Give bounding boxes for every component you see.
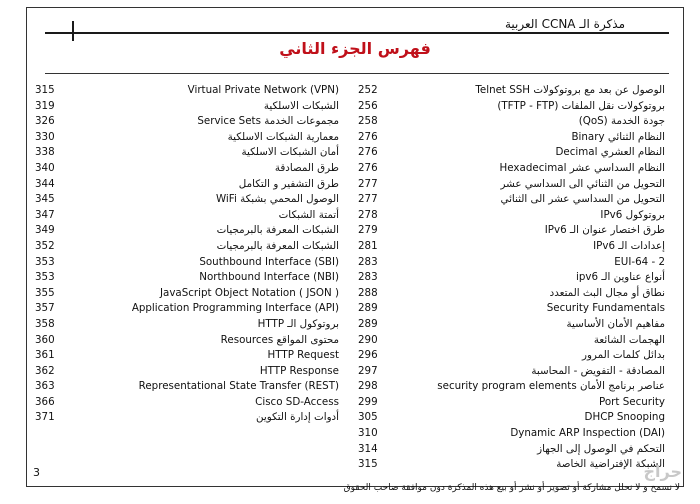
toc-entry-label: التحويل من الثنائي الى السداسي عشر	[500, 177, 665, 190]
toc-entry-label: مجموعات الخدمة Service Sets	[197, 115, 339, 128]
toc-entry	[27, 395, 347, 411]
toc-entry-label: النظام الثنائي Binary	[571, 130, 665, 143]
toc-entry-label: أتمتة الشبكات	[278, 208, 339, 221]
toc-entry	[27, 145, 347, 161]
header-marker	[72, 21, 74, 41]
toc-page-number: 283	[358, 271, 378, 284]
toc-entry	[355, 379, 675, 395]
toc-page-number: 305	[358, 411, 378, 424]
toc-entry	[27, 379, 347, 395]
toc-entry	[27, 239, 347, 255]
toc-entry	[27, 333, 347, 349]
toc-page-number: 353	[35, 255, 55, 268]
toc-entry-label: التحويل من السداسي عشر الى الثنائي	[500, 193, 665, 206]
document-page	[26, 7, 684, 487]
toc-entry	[355, 333, 675, 349]
toc-page-number: 326	[35, 115, 55, 128]
toc-page-number: 319	[35, 99, 55, 112]
toc-entry	[355, 208, 675, 224]
toc-entry-label: جودة الخدمة (QoS)	[578, 115, 665, 128]
toc-entry	[355, 442, 675, 458]
toc-entry	[27, 348, 347, 364]
toc-page-number: 371	[35, 411, 55, 424]
toc-entry	[27, 410, 347, 426]
toc-page-number: 315	[35, 84, 55, 96]
toc-page-number: 358	[35, 317, 55, 330]
toc-page-number: 290	[358, 333, 378, 346]
toc-entry-label: عناصر برنامج الأمان security program elements	[437, 380, 665, 393]
toc-page-number: 361	[35, 349, 55, 362]
toc-page-number: 283	[358, 255, 378, 268]
toc-entry	[355, 83, 675, 99]
toc-page-number: 345	[35, 193, 55, 206]
toc-entry-label: أمان الشبكات الاسلكية	[241, 146, 339, 159]
toc-entry	[27, 270, 347, 286]
toc-page-number: 349	[35, 224, 55, 237]
toc-page-number: 296	[358, 349, 378, 362]
toc-entry	[355, 145, 675, 161]
toc-entry	[27, 208, 347, 224]
title-rule	[45, 73, 669, 74]
toc-entry	[355, 348, 675, 364]
toc-entry-label: الشبكات المعرفة بالبرمجيات	[216, 224, 339, 237]
toc-entry	[27, 114, 347, 130]
toc-entry-label: نطاق أو مجال البث المتعدد	[549, 286, 665, 299]
toc-entry	[355, 114, 675, 130]
toc-entry-label: بروتوكولات نقل الملفات (TFTP - FTP)	[497, 99, 665, 112]
toc-entry-label: التحكم في الوصول إلى الجهاز	[537, 442, 665, 455]
toc-page-number: 279	[358, 224, 378, 237]
header-title: مذكرة الـ CCNA العربية	[504, 17, 625, 31]
toc-page-number: 277	[358, 193, 378, 206]
toc-entry-label: Cisco SD-Access	[255, 395, 339, 408]
toc-entry-label: Dynamic ARP Inspection (DAI)	[510, 427, 665, 440]
toc-entry	[355, 410, 675, 426]
toc-entry	[27, 223, 347, 239]
page-number: 3	[33, 466, 40, 479]
toc-entry	[355, 286, 675, 302]
toc-entry	[355, 426, 675, 442]
toc-entry	[355, 255, 675, 271]
toc-entry-label: HTTP Response	[259, 364, 339, 377]
toc-page-number: 344	[35, 177, 55, 190]
toc-page-number: 258	[358, 115, 378, 128]
toc-entry-label: الهجمات الشائعة	[593, 333, 665, 346]
toc-entry-label: معمارية الشبكات الاسلكية	[227, 130, 339, 143]
toc-page-number: 347	[35, 208, 55, 221]
toc-entry	[27, 192, 347, 208]
toc-entry	[355, 239, 675, 255]
toc-entry-label: محتوى المواقع Resources	[220, 333, 339, 346]
toc-page-number: 252	[358, 84, 378, 96]
toc-entry	[27, 364, 347, 380]
toc-page-number: 362	[35, 364, 55, 377]
toc-entry-label: النظام العشري Decimal	[555, 146, 665, 159]
toc-entry	[27, 83, 347, 99]
toc-entry-label: طرق اختصار عنوان الـ IPv6	[544, 224, 665, 237]
toc-entry	[27, 161, 347, 177]
toc-entry	[355, 223, 675, 239]
toc-entry	[355, 177, 675, 193]
toc-page-number: 281	[358, 239, 378, 252]
header-rule	[45, 32, 669, 34]
toc-page-number: 256	[358, 99, 378, 112]
toc-entry-label: HTTP Request	[267, 349, 339, 362]
toc-entry-label: JavaScript Object Notation ( JSON )	[159, 286, 339, 299]
watermark: حراج	[643, 462, 682, 481]
toc-page-number: 289	[358, 317, 378, 330]
toc-entry-label: النظام السداسي عشر Hexadecimal	[499, 161, 665, 174]
toc-left-column	[27, 83, 347, 426]
toc-page-number: 297	[358, 364, 378, 377]
toc-entry	[27, 317, 347, 333]
toc-entry-label: Application Programming Interface (API)	[131, 302, 339, 315]
toc-entry-label: Virtual Private Network (VPN)	[187, 84, 339, 96]
toc-page-number: 276	[358, 146, 378, 159]
toc-entry-label: DHCP Snooping	[584, 411, 665, 424]
index-title: فهرس الجزء الثاني	[279, 39, 431, 58]
toc-entry-label: بدائل كلمات المرور	[581, 349, 665, 362]
toc-page-number: 276	[358, 161, 378, 174]
toc-entry-label: الوصول المحمي بشبكة WiFi	[215, 193, 339, 206]
toc-entry	[355, 192, 675, 208]
toc-page-number: 288	[358, 286, 378, 299]
toc-entry-label: الشبكات المعرفة بالبرمجيات	[216, 239, 339, 252]
toc-page-number: 310	[358, 427, 378, 440]
footer-copyright-note: لا نسمح و لا نحلل مشاركة أو تصوير أو نشر أو بيع هذه المذكرة دون موافقة صاحب الحقوق	[343, 483, 680, 493]
toc-page-number: 360	[35, 333, 55, 346]
toc-entry-label: طرق التشفير و التكامل	[238, 177, 339, 190]
toc-entry	[355, 395, 675, 411]
toc-entry-label: Security Fundamentals	[546, 302, 665, 315]
toc-page-number: 363	[35, 380, 55, 393]
toc-entry	[27, 255, 347, 271]
toc-page-number: 276	[358, 130, 378, 143]
toc-page-number: 340	[35, 161, 55, 174]
toc-page-number: 289	[358, 302, 378, 315]
toc-entry	[355, 99, 675, 115]
toc-entry-label: Port Security	[599, 395, 665, 408]
toc-entry	[27, 286, 347, 302]
toc-page-number: 338	[35, 146, 55, 159]
toc-entry-label: الشبكات الاسلكية	[263, 99, 339, 112]
toc-page-number: 299	[358, 395, 378, 408]
toc-entry-label: EUI-64 - 2	[614, 255, 665, 268]
toc-page-number: 357	[35, 302, 55, 315]
toc-entry	[355, 270, 675, 286]
toc-entry	[355, 364, 675, 380]
toc-entry	[355, 301, 675, 317]
toc-entry-label: أدوات إدارة التكوين	[255, 411, 339, 424]
toc-entry-label: أنواع عناوين الـ ipv6	[576, 271, 665, 284]
toc-entry	[355, 317, 675, 333]
toc-entry	[355, 161, 675, 177]
toc-entry	[355, 130, 675, 146]
toc-entry-label: Representational State Transfer (REST)	[138, 380, 339, 393]
toc-page-number: 353	[35, 271, 55, 284]
toc-entry-label: Northbound Interface (NBI)	[199, 271, 339, 284]
toc-page-number: 314	[358, 442, 378, 455]
toc-entry-label: مفاهيم الأمان الأساسية	[566, 317, 665, 330]
toc-page-number: 298	[358, 380, 378, 393]
toc-entry	[27, 301, 347, 317]
toc-page-number: 330	[35, 130, 55, 143]
toc-page-number: 315	[358, 458, 378, 471]
toc-page-number: 278	[358, 208, 378, 221]
toc-page-number: 366	[35, 395, 55, 408]
toc-entry-label: بروتوكول IPv6	[600, 208, 665, 221]
toc-entry-label: طرق المصادقة	[274, 161, 339, 174]
toc-entry-label: إعدادات الـ IPv6	[593, 239, 665, 252]
toc-right-column	[355, 83, 675, 473]
toc-page-number: 355	[35, 286, 55, 299]
toc-entry	[27, 99, 347, 115]
toc-entry	[355, 457, 675, 473]
toc-entry	[27, 177, 347, 193]
toc-entry-label: الوصول عن بعد مع بروتوكولات Telnet SSH	[475, 84, 665, 96]
toc-entry-label: بروتوكول الـ HTTP	[257, 317, 339, 330]
toc-entry-label: المصادقة - التفويض - المحاسبة	[531, 364, 665, 377]
toc-page-number: 277	[358, 177, 378, 190]
toc-entry	[27, 130, 347, 146]
toc-page-number: 352	[35, 239, 55, 252]
toc-entry-label: Southbound Interface (SBI)	[199, 255, 339, 268]
toc-entry-label: الشبكة الإفتراضية الخاصة	[556, 458, 665, 471]
